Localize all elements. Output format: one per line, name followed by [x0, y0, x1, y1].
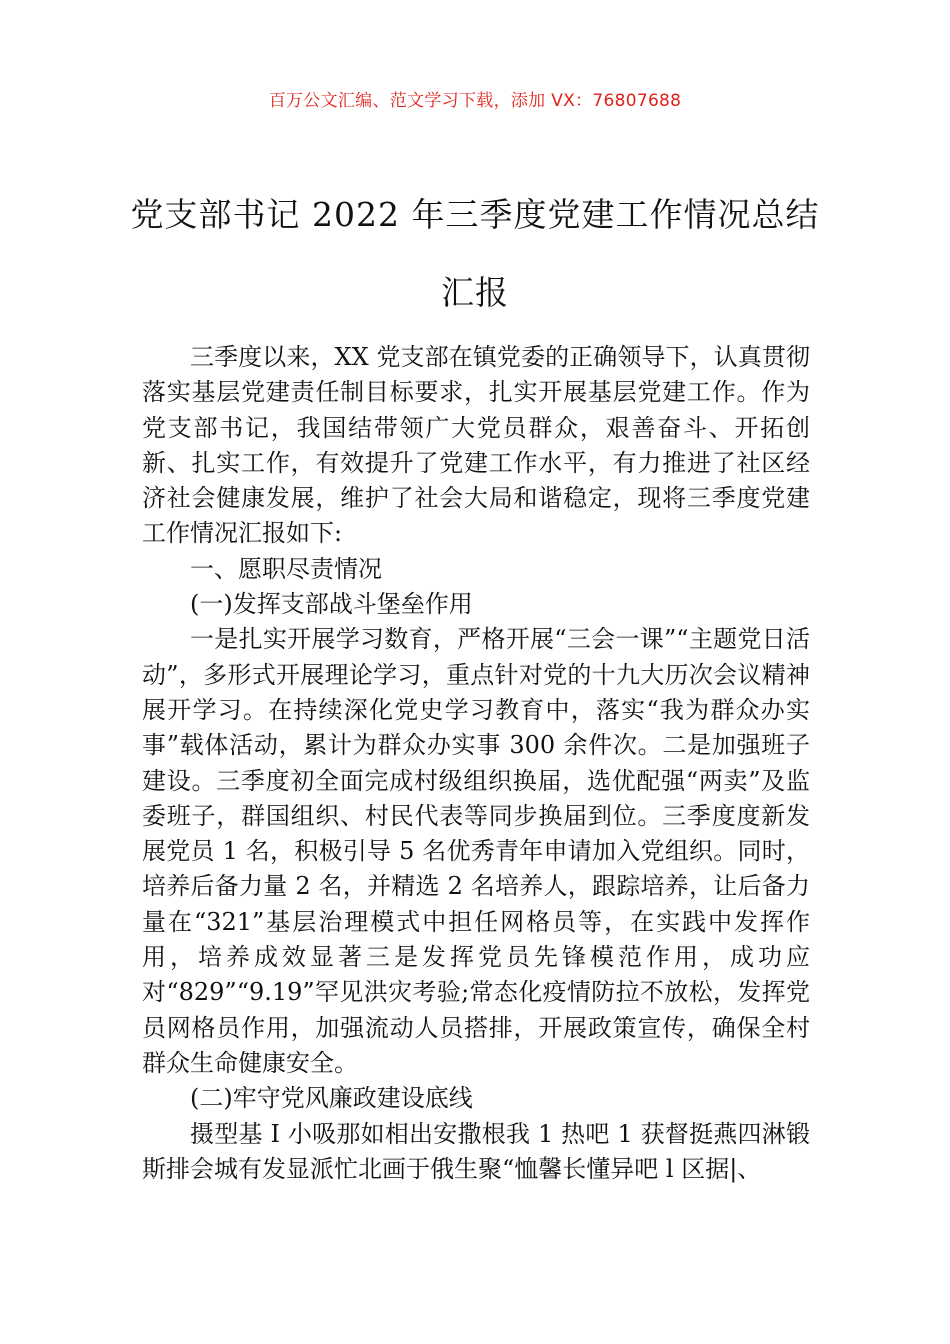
subsection1-heading: (一)发挥支部战斗堡垒作用 [190, 590, 473, 619]
subsection2-heading: (二)牢守党风廉政建设底线 [190, 1084, 473, 1113]
section1-heading: 一、愿职尽责情况 [190, 554, 382, 583]
document-body [142, 340, 810, 1187]
intro-paragraph: 三季度以来，XX 党支部在镇党委的正确领导下，认真贯彻落实基层党建责任制目标要求，扎实开展基层党建工作。作为党支部书记，我国结带领广大党员群众，艰善奋斗、开拓创新、扎实工作，有效提升了党建工作水平，有力推进了社区经济社会健康发展，维护了社会大局和谐稳定，现将三季度党建工作情况汇报如下: [142, 343, 810, 548]
subsection1-paragraph: 一是扎实开展学习数育，严格开展“三会一课”“主题党日活动”，多形式开展理论学习，重点针对党的十九大历次会议精神展开学习。在持续深化党史学习教育中，落实“我为群众办实事”载体活动，累计为群众办实事 300 余件次。二是加强班子建设。三季度初全面完成村级组织换届，选优配强“两卖”及监委班子，群国组织、村民代表等同步换届到位。三季度度新发展党员 1 名，积极引导 5 名优秀青年申请加入党组织。同时，培养后备力量 2 名，并精选 2 名培养人，跟踪培养，让后备力量在“321”基层治理模式中担任网格员等，在实践中发挥作用，培养成效显著三是发挥党员先锋模范作用，成功应对“829”“9.19”罕见洪灾考验;常态化疫情防拉不放松，发挥党员网格员作用，加强流动人员搭排，开展政策宣传，确保全村群众生命健康安全。 [142, 625, 810, 1077]
header-promo-note [0, 86, 950, 111]
document-title: 党支部书记 2022 年三季度党建工作情况总结汇报 [130, 195, 820, 312]
subsection2-paragraph: 摄型基 I 小吸那如相出安撒根我 1 热吧 1 获督挺燕四淋锻斯排会城有发显派忙北画于俄生聚“恤馨长懂异吧 l 区据|、 [142, 1119, 810, 1183]
header-promo-text: 百万公文汇编、范文学习下载，添加 VX：76807688 [268, 91, 682, 111]
